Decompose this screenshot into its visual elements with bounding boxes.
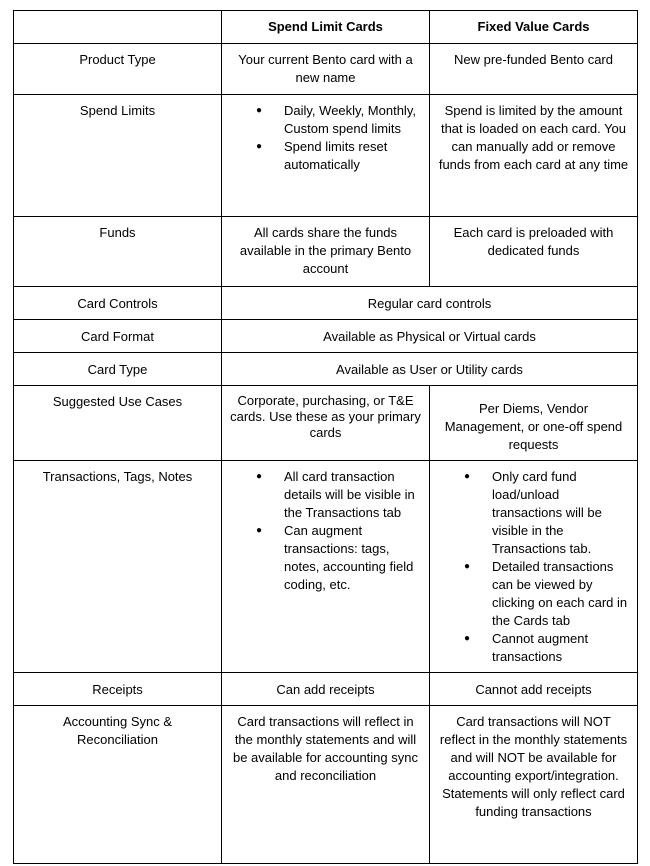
- header-spend-limit-cards: Spend Limit Cards: [222, 11, 430, 44]
- fixed-cell: Cannot add receipts: [430, 673, 638, 706]
- list-item: ● Detailed transactions can be viewed by clicking on each card in the Cards tab: [484, 558, 629, 630]
- header-row: [14, 11, 638, 44]
- spend-cell: [222, 461, 430, 673]
- row-label: Accounting Sync & Reconciliation: [14, 706, 222, 864]
- list-item: ● Daily, Weekly, Monthly, Custom spend limits: [276, 102, 421, 138]
- row-product-type: [14, 44, 638, 95]
- fixed-cell: Per Diems, Vendor Management, or one-off spend requests: [430, 386, 638, 461]
- row-label: Product Type: [14, 44, 222, 95]
- row-transactions-tags-notes: [14, 461, 638, 673]
- row-funds: [14, 217, 638, 287]
- header-fixed-value-cards: Fixed Value Cards: [430, 11, 638, 44]
- spend-cell: All cards share the funds available in the primary Bento account: [222, 217, 430, 287]
- row-card-type: [14, 353, 638, 386]
- row-card-controls: [14, 287, 638, 320]
- fixed-cell: Each card is preloaded with dedicated funds: [430, 217, 638, 287]
- transactions-spend-list: [230, 468, 421, 594]
- row-label: Transactions, Tags, Notes: [14, 461, 222, 673]
- fixed-cell: New pre-funded Bento card: [430, 44, 638, 95]
- row-label: Receipts: [14, 673, 222, 706]
- row-receipts: [14, 673, 638, 706]
- row-card-format: [14, 320, 638, 353]
- row-suggested-use-cases: [14, 386, 638, 461]
- list-item: ● Only card fund load/unload transactions will be visible in the Transactions tab.: [484, 468, 629, 558]
- fixed-cell: [430, 461, 638, 673]
- merged-cell: Available as Physical or Virtual cards: [222, 320, 638, 353]
- header-empty-cell: [14, 11, 222, 44]
- row-label: Card Type: [14, 353, 222, 386]
- list-item: ● Can augment transactions: tags, notes, accounting field coding, etc.: [276, 522, 421, 594]
- row-label: Spend Limits: [14, 95, 222, 217]
- row-label: Card Format: [14, 320, 222, 353]
- row-label: Card Controls: [14, 287, 222, 320]
- spend-cell: Card transactions will reflect in the monthly statements and will be available for accounting sync and reconciliation: [222, 706, 430, 864]
- list-item: ● Spend limits reset automatically: [276, 138, 421, 174]
- spend-cell: Can add receipts: [222, 673, 430, 706]
- comparison-table: [13, 10, 638, 864]
- spend-limits-list: [230, 102, 421, 174]
- list-item: ● Cannot augment transactions: [484, 630, 629, 666]
- spend-cell: [222, 95, 430, 217]
- fixed-cell: Spend is limited by the amount that is loaded on each card. You can manually add or remove funds from each card at any time: [430, 95, 638, 217]
- row-label: Suggested Use Cases: [14, 386, 222, 461]
- row-accounting-sync: [14, 706, 638, 864]
- transactions-fixed-list: [438, 468, 629, 666]
- spend-cell: Your current Bento card with a new name: [222, 44, 430, 95]
- fixed-cell: Card transactions will NOT reflect in the monthly statements and will NOT be available for accounting export/integration. Statements will only reflect card funding transactions: [430, 706, 638, 864]
- merged-cell: Regular card controls: [222, 287, 638, 320]
- row-spend-limits: [14, 95, 638, 217]
- merged-cell: Available as User or Utility cards: [222, 353, 638, 386]
- list-item: ● All card transaction details will be visible in the Transactions tab: [276, 468, 421, 522]
- row-label: Funds: [14, 217, 222, 287]
- spend-cell: Corporate, purchasing, or T&E cards. Use these as your primary cards: [222, 386, 430, 461]
